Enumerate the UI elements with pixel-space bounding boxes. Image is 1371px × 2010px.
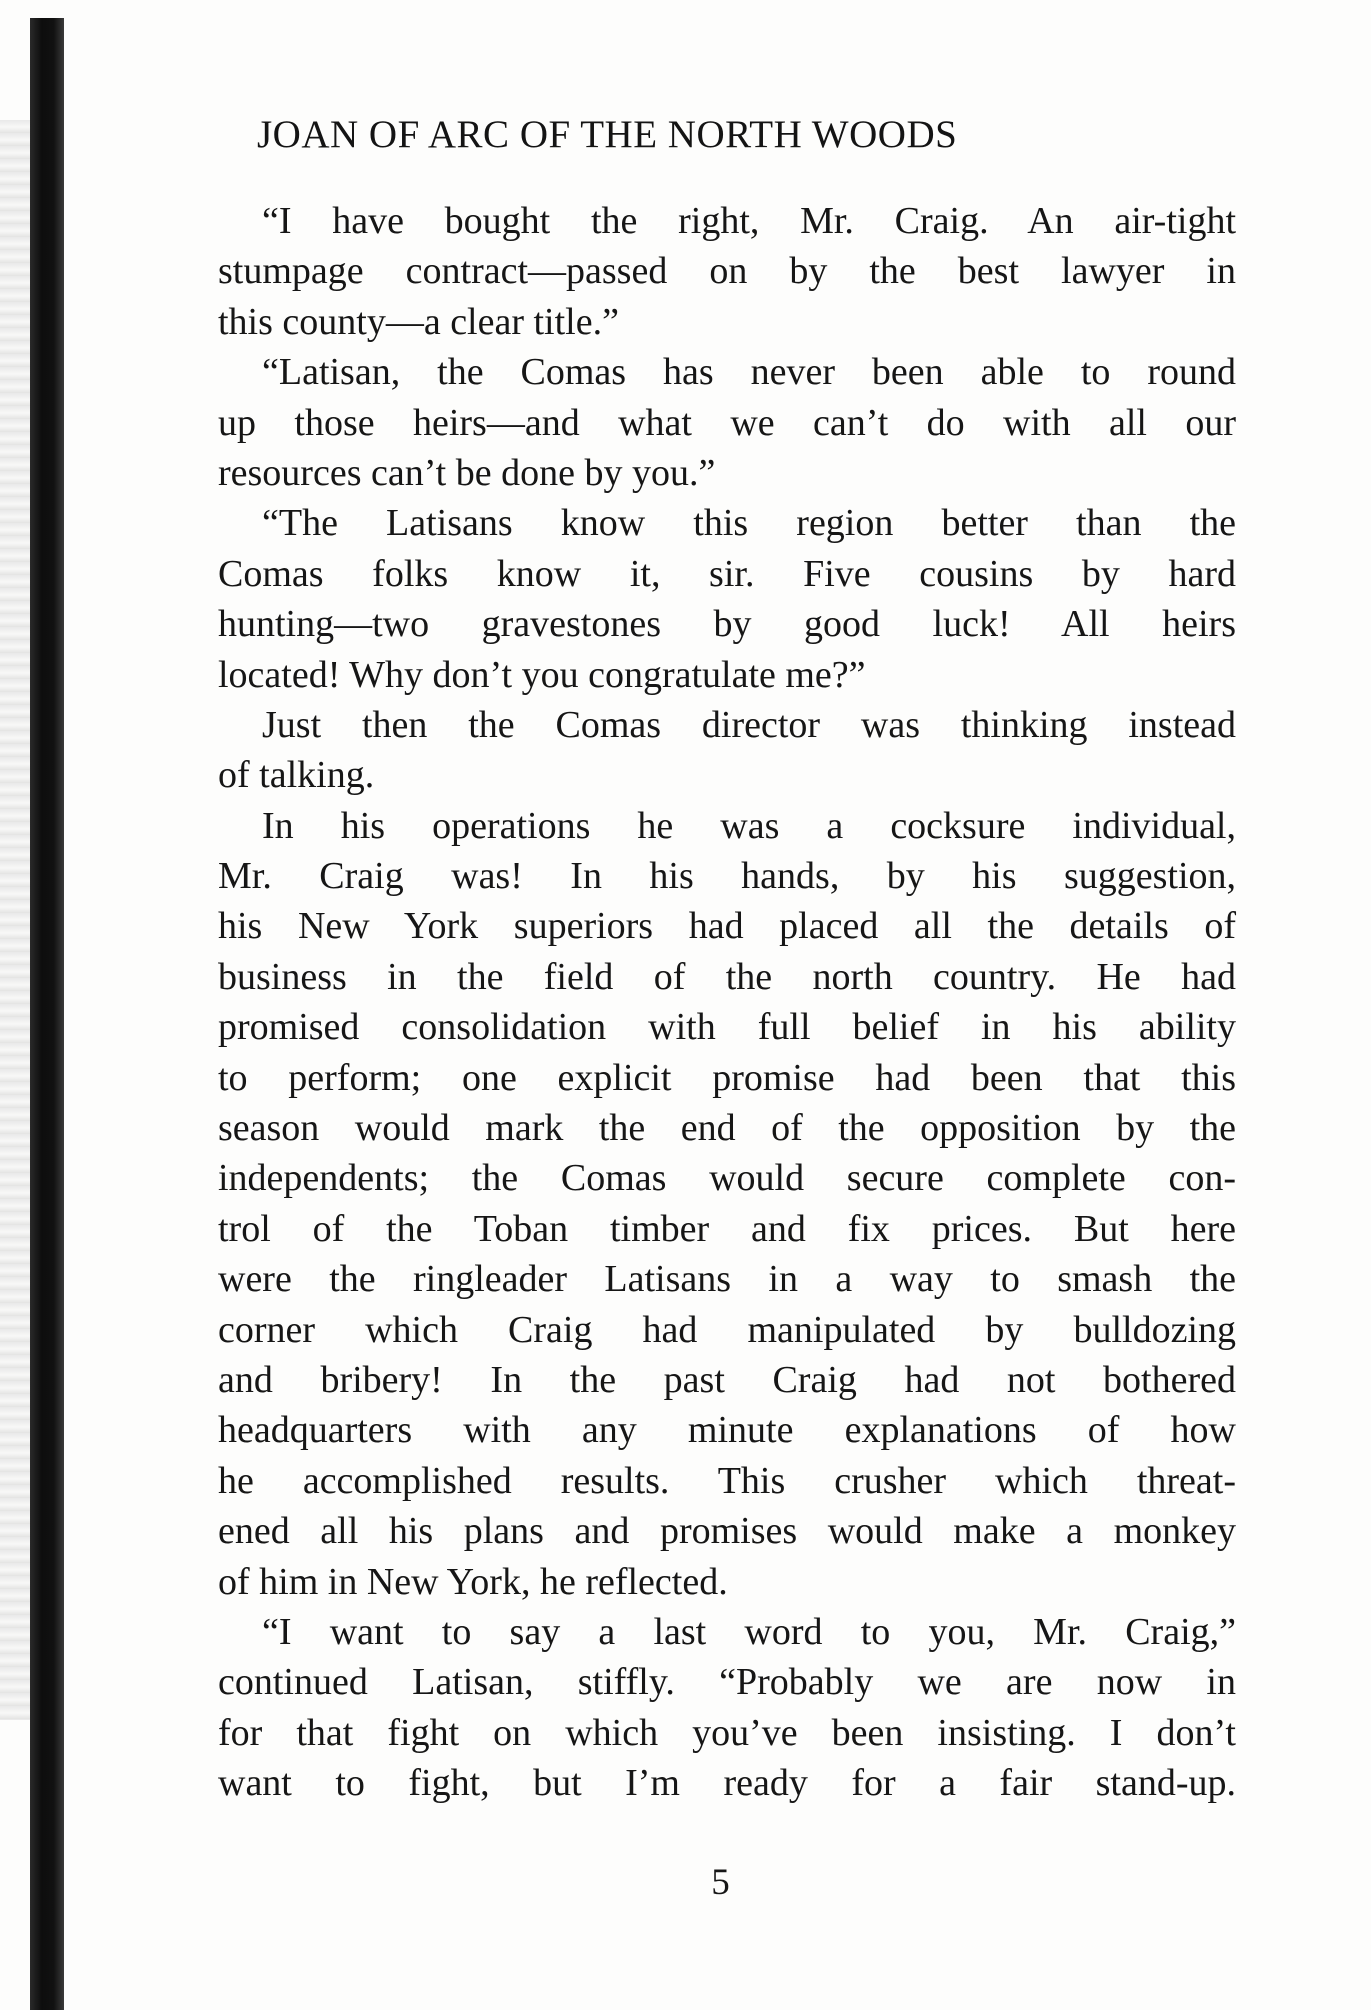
- text-line: business in the field of the north country. He had: [218, 955, 1236, 998]
- text-line: Comas folks know it, sir. Five cousins by hard: [218, 552, 1236, 595]
- text-line: this county—a clear title.”: [218, 300, 619, 343]
- text-line: he accomplished results. This crusher which threat-: [218, 1459, 1236, 1502]
- text-line: resources can’t be done by you.”: [218, 451, 716, 494]
- text-line: of him in New York, he reflected.: [218, 1560, 728, 1603]
- text-line: In his operations he was a cocksure individual,: [262, 804, 1236, 847]
- text-line: want to fight, but I’m ready for a fair stand-up.: [218, 1762, 1236, 1805]
- text-line: independents; the Comas would secure complete con-: [218, 1157, 1236, 1200]
- text-line: promised consolidation with full belief in his ability: [218, 1006, 1236, 1049]
- text-line: and bribery! In the past Craig had not bothered: [218, 1358, 1236, 1401]
- text-line: “I want to say a last word to you, Mr. Craig,”: [262, 1610, 1236, 1653]
- text-line: “The Latisans know this region better than the: [262, 502, 1236, 545]
- text-line: continued Latisan, stiffly. “Probably we are now in: [218, 1661, 1236, 1704]
- text-line: to perform; one explicit promise had been that this: [218, 1056, 1236, 1099]
- text-line: “I have bought the right, Mr. Craig. An air-tight: [262, 200, 1236, 242]
- body-text: [218, 196, 1236, 1809]
- text-line: stumpage contract—passed on by the best lawyer in: [218, 250, 1236, 293]
- running-head: JOAN OF ARC OF THE NORTH WOODS: [257, 113, 958, 156]
- text-line: headquarters with any minute explanations of how: [218, 1409, 1236, 1452]
- binding-gutter: [30, 18, 64, 2010]
- text-line: located! Why don’t you congratulate me?”: [218, 653, 866, 696]
- text-line: Just then the Comas director was thinking instead: [262, 703, 1236, 746]
- text-line: for that fight on which you’ve been insisting. I don’t: [218, 1711, 1236, 1754]
- text-line: his New York superiors had placed all the details of: [218, 905, 1236, 948]
- text-line: up those heirs—and what we can’t do with all our: [218, 401, 1236, 444]
- text-line: of talking.: [218, 754, 375, 797]
- text-line: were the ringleader Latisans in a way to smash the: [218, 1258, 1236, 1301]
- text-line: “Latisan, the Comas has never been able to round: [262, 351, 1236, 394]
- text-line: Mr. Craig was! In his hands, by his suggestion,: [218, 855, 1236, 898]
- page-number: 5: [711, 1862, 730, 1903]
- text-line: corner which Craig had manipulated by bulldozing: [218, 1308, 1236, 1351]
- text-line: ened all his plans and promises would make a monkey: [218, 1510, 1236, 1553]
- text-line: season would mark the end of the opposition by the: [218, 1107, 1236, 1150]
- text-line: hunting—two gravestones by good luck! All heirs: [218, 603, 1236, 646]
- text-line: trol of the Toban timber and fix prices. But here: [218, 1207, 1236, 1250]
